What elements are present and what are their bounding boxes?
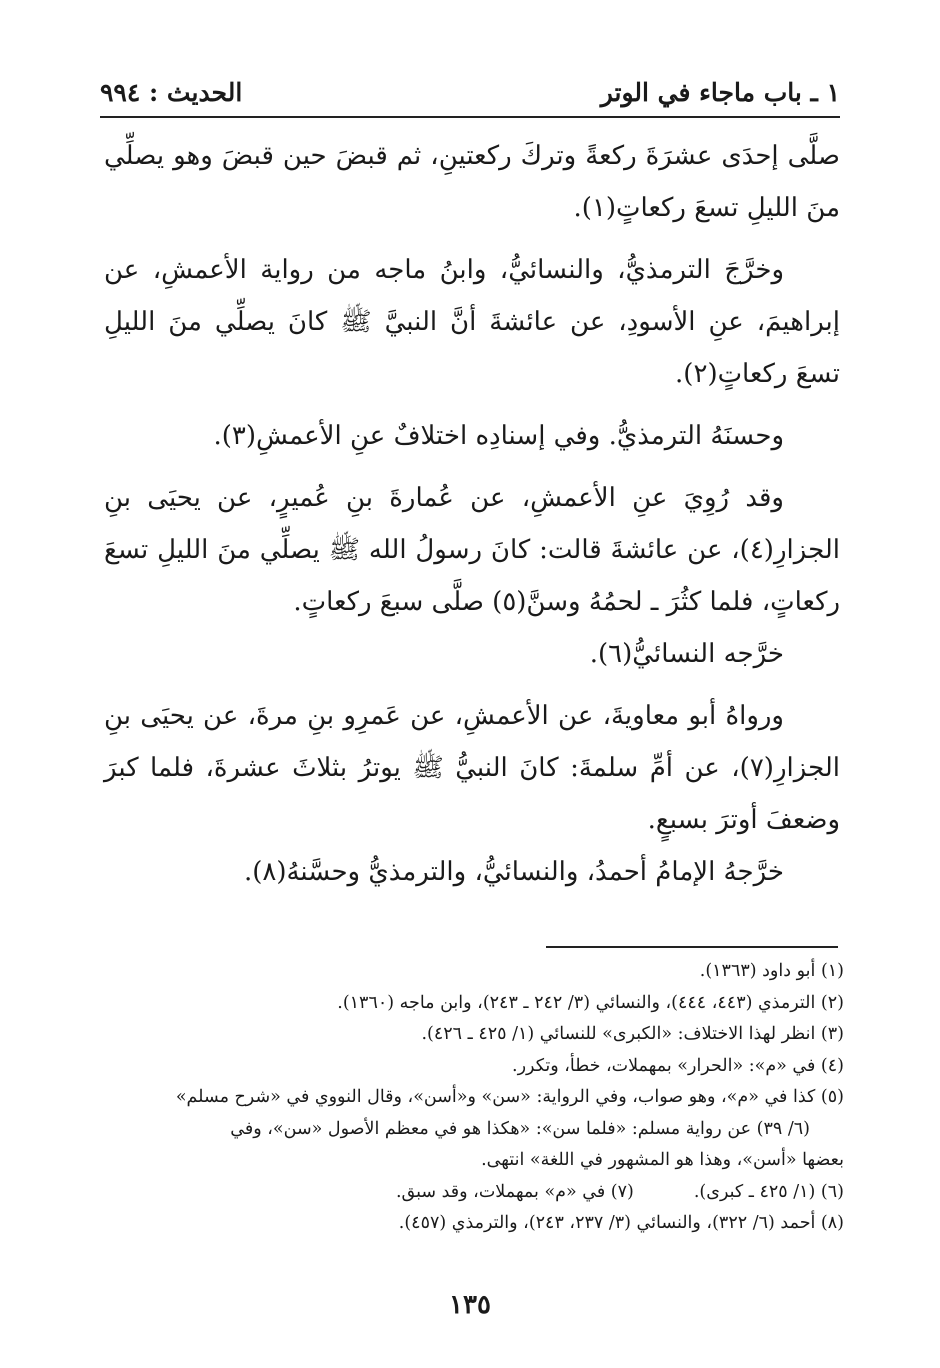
chapter-title: ١ ـ باب ماجاء في الوتر: [600, 78, 840, 107]
paragraph: خرَّجهُ الإمامُ أحمدُ، والنسائيُّ، والترمذيُّ وحسَّنهُ(٨).: [243, 857, 784, 887]
page-number: ١٣٥: [449, 1290, 491, 1320]
footnote-separator: [546, 946, 838, 948]
footnote: (٢) الترمذي (٤٤٣، ٤٤٤)، والنسائي (٣/ ٢٤٢ ـ ٢٤٣)، وابن ماجه (١٣٦٠).: [337, 992, 844, 1013]
footnote-continuation: (٦/ ٣٩) عن رواية مسلم: «فلما سن»: «هكذا هو في معظم الأصول «سن»، وفي: [230, 1118, 810, 1139]
footnote: (٧) في «م» بمهملات، وقد سبق.: [395, 1181, 634, 1202]
hadith-number: الحديث : ٩٩٤: [100, 78, 243, 107]
footnotes: [104, 956, 844, 1240]
paragraph: وحسنَهُ الترمذيُّ. وفي إسنادِه اختلافٌ عنِ الأعمشِ(٣).: [213, 421, 784, 451]
footnote: (٥) كذا في «م»، وهو صواب، وفي الرواية: «سن» و«أسن»، وقال النووي في «شرح مسلم»: [175, 1087, 844, 1107]
footnote-pair: [104, 1177, 844, 1209]
footnote: (١) أبو داود (١٣٦٣).: [699, 961, 844, 981]
footnote: (٣) انظر لهذا الاختلاف: «الكبرى» للنسائي (١/ ٤٢٥ ـ ٤٢٦).: [421, 1024, 844, 1044]
paragraph: خرَّجه النسائيُّ(٦).: [589, 639, 784, 669]
main-text: [104, 130, 840, 898]
paragraph: وخرَّجَ الترمذيُّ، والنسائيُّ، وابنُ ماجه من رواية الأعمشِ، عن إبراهيمَ، عنِ الأسودِ، عن عائشةَ أنَّ النبيَّ ﷺ كانَ يصلِّي منَ الليلِ تسعَ ركعاتٍ(٢).: [104, 255, 840, 389]
footnote: (٤) في «م»: «الحرار» بمهملات، خطأ، وتكرر.: [512, 1055, 844, 1076]
paragraph: وقد رُوِيَ عنِ الأعمشِ، عن عُمارةَ بنِ عُميرٍ، عن يحيَى بنِ الجزارِ(٤)، عن عائشةَ قالت: كانَ رسولُ الله ﷺ يصلِّي منَ الليلِ تسعَ ركعاتٍ، فلما كثُرَ ـ لحمُهُ وسنَّ(٥) صلَّى سبعَ ركعاتٍ.: [104, 483, 840, 617]
paragraph: ورواهُ أبو معاويةَ، عن الأعمشِ، عن عَمرِو بنِ مرةَ، عن يحيَى بنِ الجزارِ(٧)، عن أمِّ سلمةَ: كانَ النبيُّ ﷺ يوترُ بثلاثَ عشرةَ، فلما كبرَ وضعفَ أوترَ بسبعٍ.: [104, 701, 840, 835]
footnote: (٦) (١/ ٤٢٥ ـ كبرى).: [693, 1181, 844, 1202]
running-header: [100, 76, 840, 118]
paragraph: صلَّى إحدَى عشرَةَ ركعةً وتركَ ركعتينِ، ثم قبضَ حين قبضَ وهو يصلِّي منَ الليلِ تسعَ ركعاتٍ(١).: [104, 141, 840, 223]
footnote: (٨) أحمد (٦/ ٣٢٢)، والنسائي (٣/ ٢٣٧، ٢٤٣)، والترمذي (٤٥٧).: [398, 1213, 844, 1233]
footnote-continuation: بعضها «أسن»، وهذا هو المشهور في اللغة» انتهى.: [481, 1150, 844, 1170]
